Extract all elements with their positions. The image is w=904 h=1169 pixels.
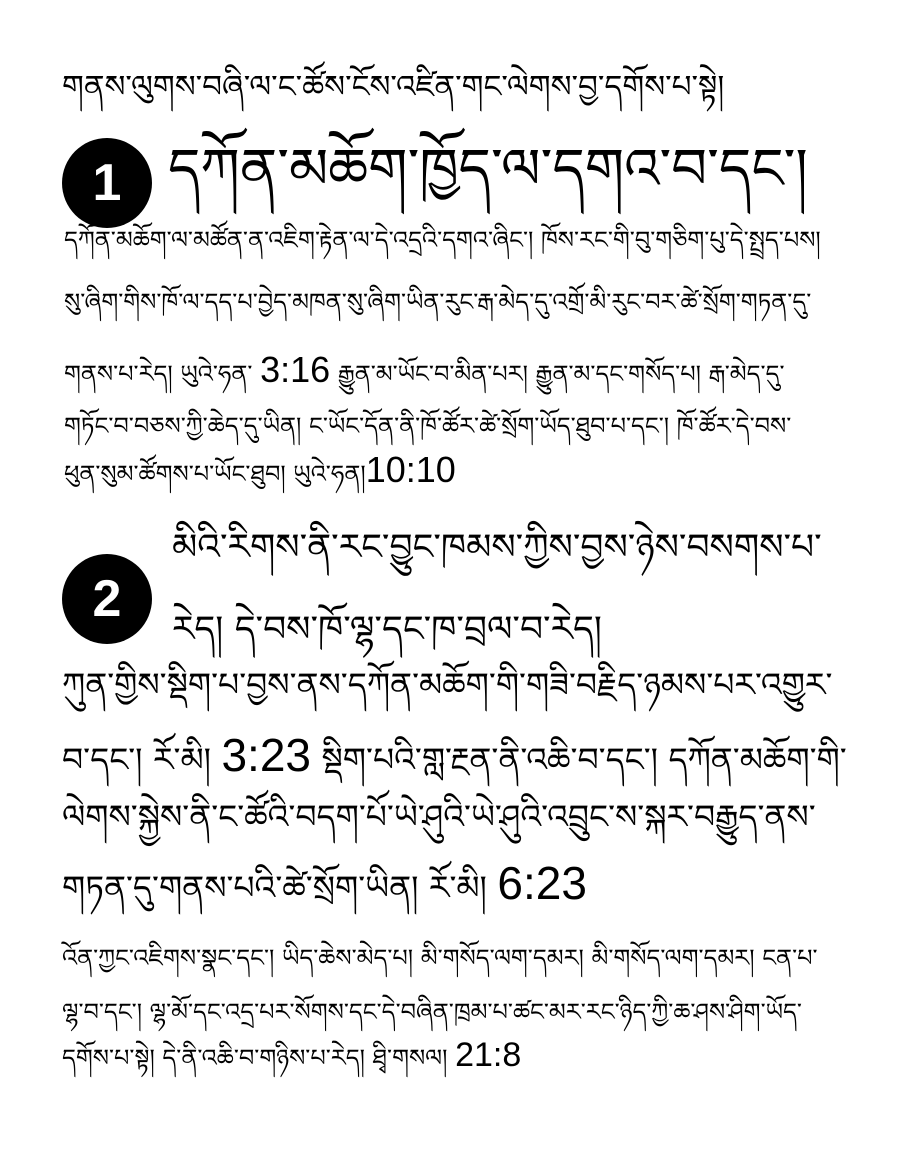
section-1-heading: དཀོན་མཆོག་ཁྱོད་ལ་དགའ་བ་དང་། bbox=[168, 137, 808, 202]
section-2-closing-line bbox=[62, 1038, 521, 1072]
line-text: གཏན་དུ་གནས་པའི་ཚེ་སྲོག་ཡིན། རོ་མི། bbox=[62, 868, 487, 907]
line-text: དཀོན་མཆོག་ལ་མཚོན་ན་འཇིག་རྟེན་ལ་དེ་འདྲའི་དགའ་ཞིང་། ཁོས་རང་གི་བུ་གཅིག་པུ་དེ་སྤྲད་པས། bbox=[64, 226, 821, 254]
line-text: བ་དང་། རོ་མི། bbox=[62, 740, 211, 779]
line-text: སྡིག་པའི་གླ་རྔན་ནི་འཆི་བ་དང་། དཀོན་མཆོག་གི་ bbox=[321, 740, 847, 779]
section-2-number-badge: 2 bbox=[62, 554, 152, 644]
section-1-line bbox=[64, 349, 785, 390]
line-text: ཕུན་སུམ་ཚོགས་པ་ཡོང་ཐུབ། ཡུའེ་ཧན། bbox=[64, 460, 366, 488]
line-text: དགོས་པ་སྟེ། དེ་ནི་འཆི་བ་གཉིས་པ་རེད། ཐྭི་གསལ། bbox=[62, 1044, 448, 1072]
section-1-line bbox=[64, 449, 456, 490]
line-text: ལྷ་བ་དང་། ལྷ་མོ་དང་འདྲ་པར་སོགས་དང་དེ་བཞིན་ཁྲམ་པ་ཚང་མར་རང་ཉིད་ཀྱི་ཆ་ཤས་ཤིག་ཡོད་ bbox=[62, 998, 802, 1026]
section-2-line bbox=[62, 857, 587, 909]
verse-reference: 3:23 bbox=[221, 729, 311, 781]
section-2-heading-line: རེད། དེ་བས་ཁོ་ལྷ་དང་ཁ་བྲལ་བ་རེད། bbox=[172, 609, 602, 650]
section-2-line bbox=[62, 797, 816, 836]
section-2-closing-line bbox=[62, 946, 818, 970]
section-1-number-badge: 1 bbox=[62, 138, 152, 228]
section-1-line bbox=[64, 290, 811, 314]
section-1-line bbox=[64, 414, 791, 438]
line-text: ལེགས་སྐྱེས་ནི་ང་ཚོའི་བདག་པོ་ཡེ་ཤུའི་ཡེ་ཤུའི་འབྲུང་ས་སྐར་བརྒྱུད་ནས་ bbox=[62, 797, 816, 836]
line-text: འོན་ཀྱང་འཇིགས་སྣང་དང་། ཡིད་ཆེས་མེད་པ། མི་གསོད་ལག་དམར། མི་གསོད་ལག་དམར། ངན་པ་ bbox=[62, 944, 818, 972]
verse-reference: 10:10 bbox=[365, 449, 456, 490]
verse-reference: 3:16 bbox=[260, 349, 331, 390]
line-text: སུ་ཞིག་གིས་ཁོ་ལ་དད་པ་བྱེད་མཁན་སུ་ཞིག་ཡིན་རུང་རྒ་མེད་དུ་འགྲོ་མི་རུང་བར་ཚེ་སྲོག་གཏན་དུ་ bbox=[64, 288, 812, 316]
line-text: ཀུན་གྱིས་སྡིག་པ་བྱས་ནས་དཀོན་མཆོག་གི་གཟི་བརྗིད་ཉམས་པར་འགྱུར་ bbox=[62, 665, 833, 704]
line-text: གཏོང་བ་བཅས་ཀྱི་ཆེད་དུ་ཡིན། ང་ཡོང་དོན་ནི་ཁོ་ཚོར་ཚེ་སྲོག་ཡོད་ཐུབ་པ་དང་། ཁོ་ཚོར་དེ་བས་ bbox=[64, 412, 792, 440]
section-2-closing-line bbox=[62, 1000, 802, 1024]
verse-reference: 21:8 bbox=[455, 1036, 522, 1074]
intro-line: གནས་ལུགས་བཞི་ལ་ང་ཚོས་ངོས་འཛིན་གང་ལེགས་བྱ་དགོས་པ་སྟེ། bbox=[62, 69, 725, 105]
verse-reference: 6:23 bbox=[497, 857, 587, 909]
line-text: རྒྱུན་མ་ཡོང་བ་མིན་པར། རྒྱུན་མ་དང་གསོད་པ། རྒ་མེད་དུ་ bbox=[337, 360, 785, 388]
section-2-line bbox=[62, 729, 847, 781]
section-1-line bbox=[64, 228, 821, 252]
line-text: གནས་པ་རེད། ཡུའེ་ཧན་ bbox=[64, 360, 253, 388]
section-2-heading-line: མིའི་རིགས་ནི་རང་བྱུང་ཁམས་ཀྱིས་བྱས་ཉེས་བསགས་པ་ bbox=[172, 527, 822, 568]
section-2-line bbox=[62, 665, 833, 704]
